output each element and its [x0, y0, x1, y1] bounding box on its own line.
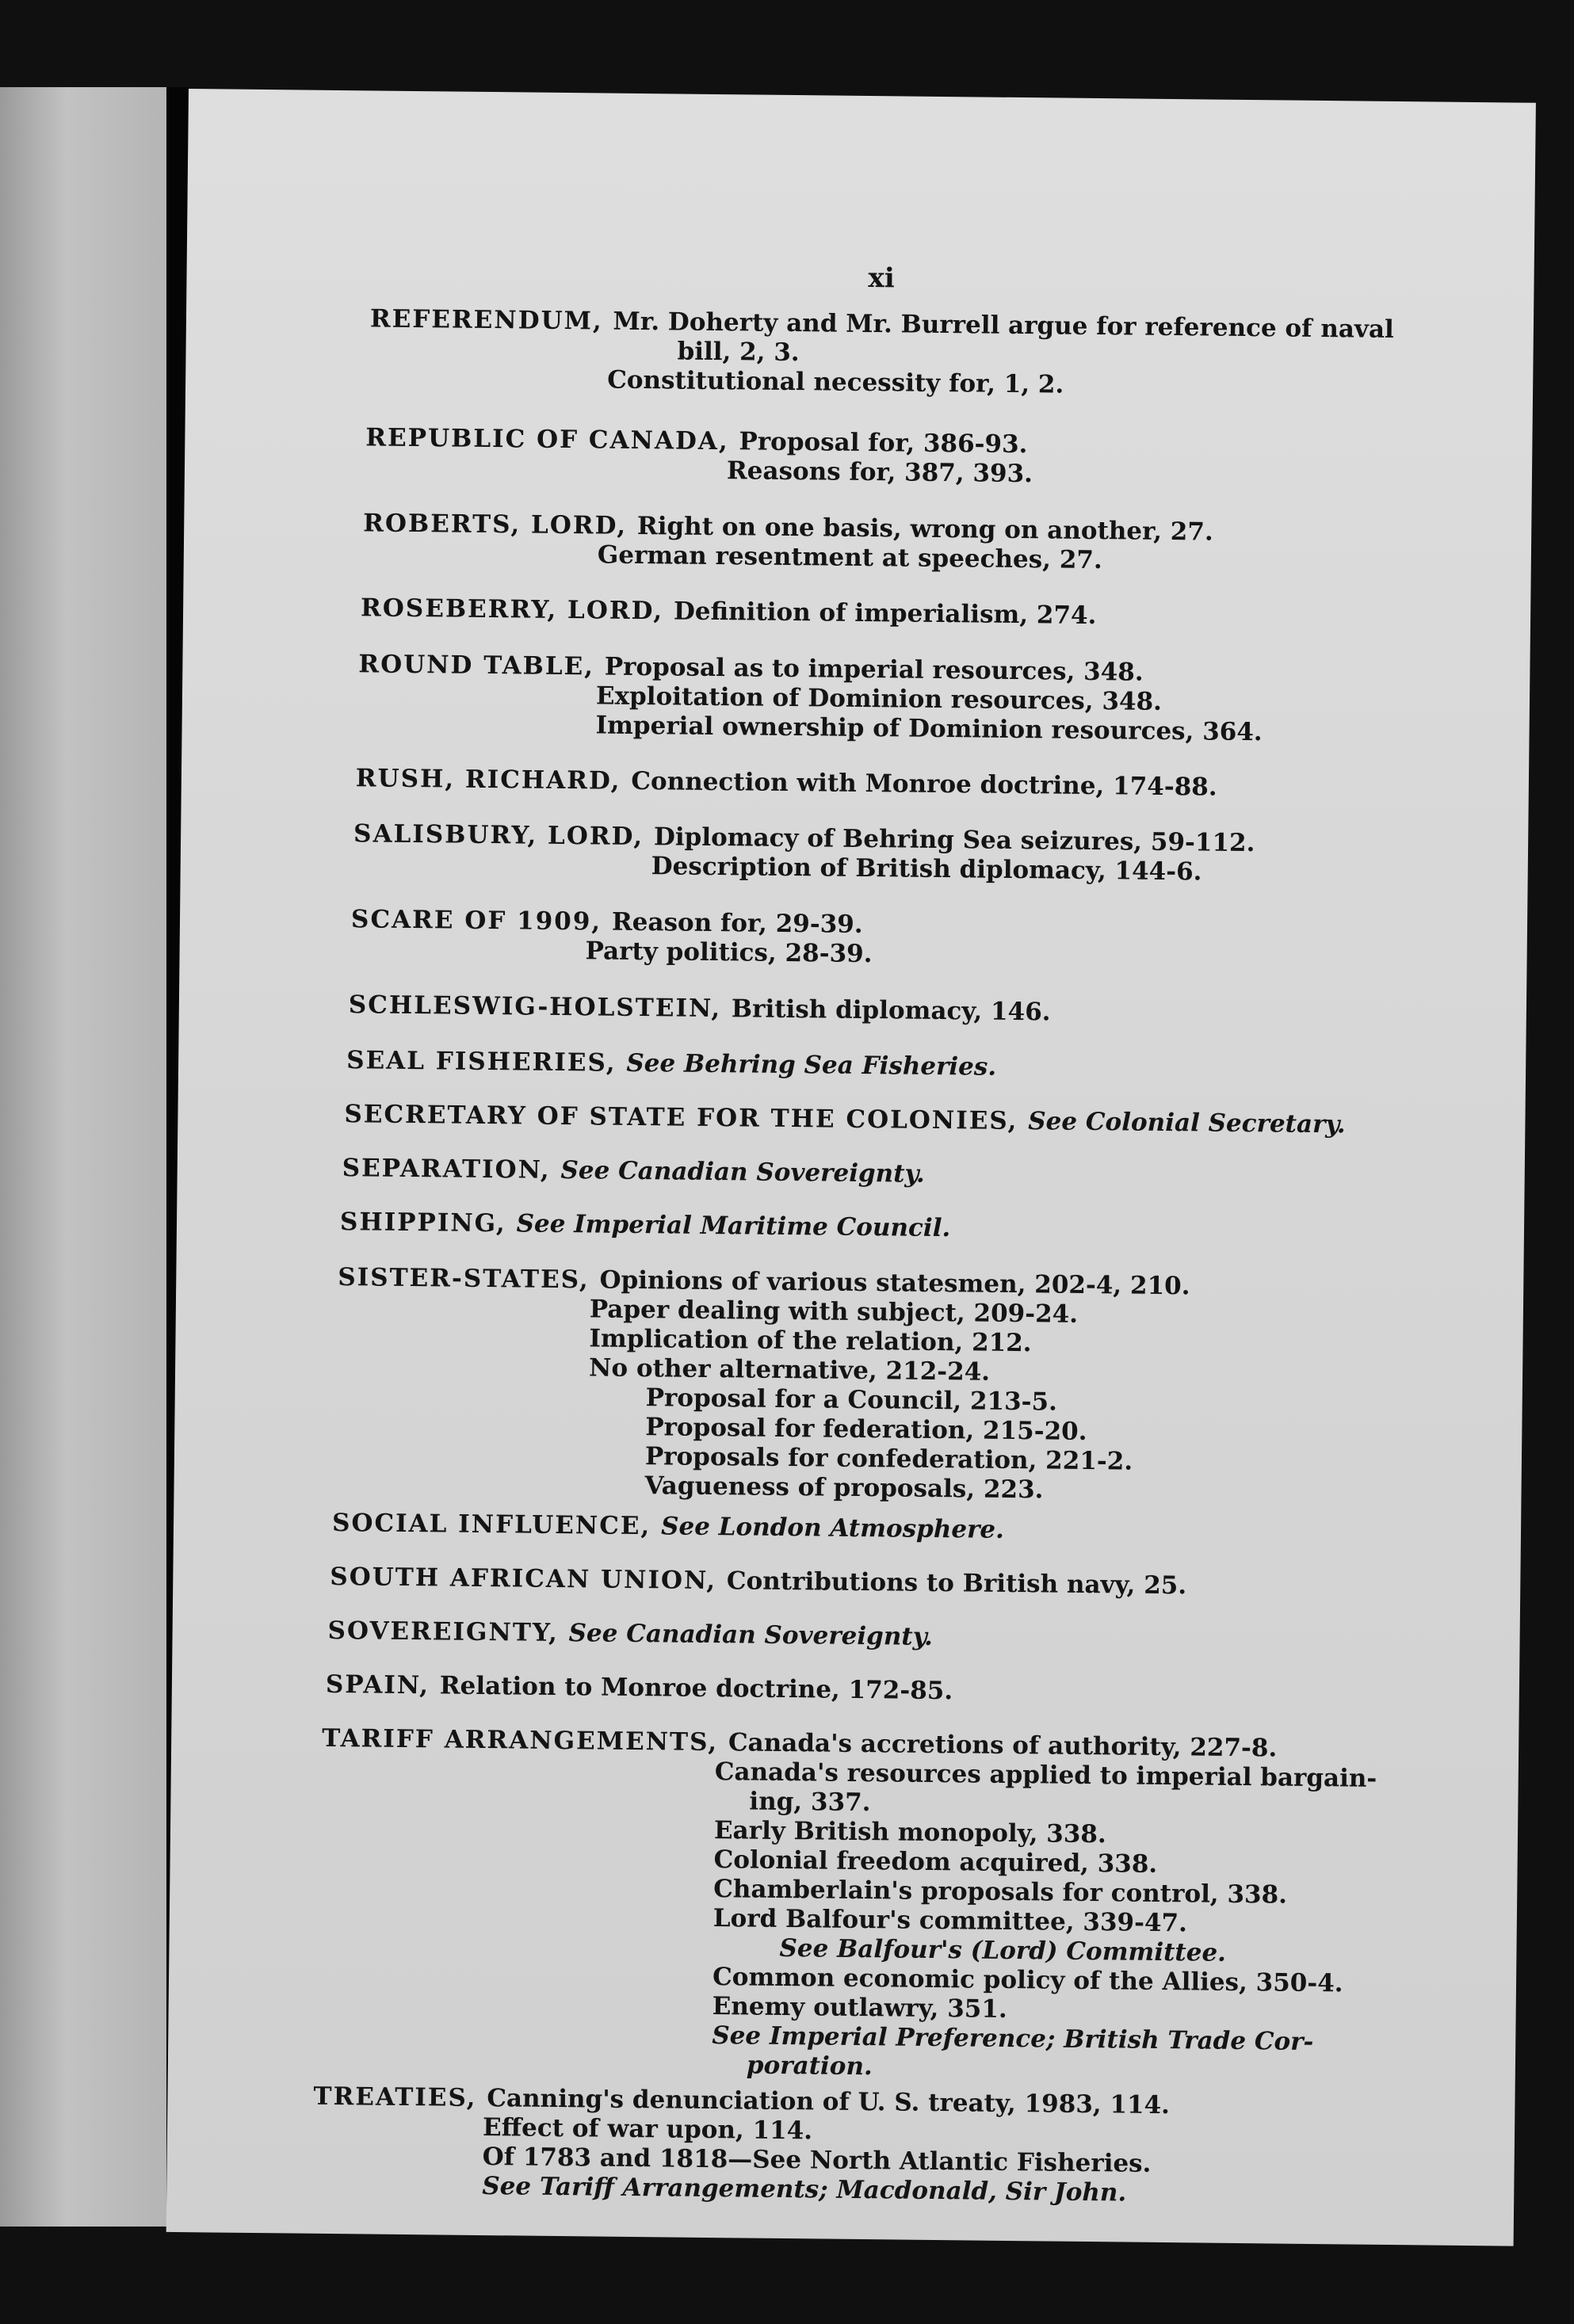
entry-roberts-lord [363, 509, 1574, 581]
entry-line: bill, 2, 3. [677, 337, 800, 368]
entry-line: ing, 337. [749, 1787, 871, 1818]
entry-heading: RUSH, RICHARD, [355, 764, 632, 796]
entry-line: See Imperial Maritime Council. [516, 1209, 951, 1243]
entry-line: Canada's accretions of authority, 227-8. [728, 1728, 1278, 1763]
entry-line: German resentment at speeches, 27. [597, 540, 1102, 575]
entry-line: Mr. Doherty and Mr. Burrell argue for reference of naval [613, 307, 1394, 344]
entry-heading: SPAIN, [325, 1670, 441, 1700]
entry-heading: SHIPPING, [339, 1208, 517, 1238]
entry-heading: ROBERTS, LORD, [363, 509, 638, 540]
entry-line: Of 1783 and 1818—See North Atlantic Fisheries. [482, 2143, 1152, 2178]
entry-line: No other alternative, 212-24. [588, 1353, 991, 1387]
entry-line: Canning's denunciation of U. S. treaty, 1983, 114. [487, 2084, 1171, 2120]
entry-heading: TARIFF ARRANGEMENTS, [322, 1723, 729, 1757]
entry-heading: TREATIES, [313, 2082, 487, 2113]
entry-salisbury-lord [353, 819, 1574, 891]
entry-line: Right on one basis, wrong on another, 27. [636, 511, 1213, 547]
entry-heading: SOCIAL INFLUENCE, [331, 1508, 662, 1541]
entry-line: Contributions to British navy, 25. [726, 1567, 1187, 1601]
entry-sovereignty [327, 1616, 1574, 1659]
entry-line: Implication of the relation, 212. [589, 1324, 1032, 1358]
entry-line: Definition of imperialism, 274. [673, 597, 1097, 631]
entry-heading: REFERENDUM, [369, 304, 613, 336]
entry-line: See Imperial Preference; British Trade Cor- [712, 2021, 1314, 2056]
page-number: xi [868, 261, 895, 295]
entry-line: Proposal for federation, 215-20. [645, 1413, 1087, 1446]
entry-line: See Colonial Secretary. [1028, 1107, 1346, 1139]
entry-line: Exploitation of Dominion resources, 348. [595, 681, 1163, 716]
entry-line: See Tariff Arrangements; Macdonald, Sir John. [482, 2172, 1127, 2208]
entry-rush-richard [356, 764, 1574, 807]
entry-line: See London Atmosphere. [660, 1512, 1005, 1544]
facing-page-edge [0, 87, 166, 2227]
entry-line: Relation to Monroe doctrine, 172-85. [439, 1671, 953, 1706]
entry-heading: ROUND TABLE, [358, 650, 606, 681]
entry-line: Enemy outlawry, 351. [712, 1992, 1007, 2024]
entry-separation [342, 1154, 1574, 1196]
entry-line: Party politics, 28-39. [585, 937, 873, 969]
entry-line: Paper dealing with subject, 209-24. [589, 1295, 1079, 1329]
entry-line: Colonial freedom acquired, 338. [713, 1845, 1158, 1879]
entry-heading: SCHLESWIG-HOLSTEIN, [348, 990, 732, 1024]
entry-line: See Balfour's (Lord) Committee. [779, 1933, 1227, 1967]
entry-heading: REPUBLIC OF CANADA, [365, 423, 739, 456]
entry-heading: SCARE OF 1909, [350, 905, 613, 937]
entry-line: Early British monopoly, 338. [713, 1816, 1106, 1849]
entry-line: Reason for, 29-39. [611, 907, 863, 939]
entry-south-african-union [330, 1563, 1574, 1605]
entry-heading: ROSEBERRY, LORD, [360, 593, 674, 626]
entry-line: British diplomacy, 146. [731, 994, 1051, 1027]
entry-line: Connection with Monroe doctrine, 174-88. [631, 766, 1217, 802]
index-page [166, 89, 1536, 2246]
entry-line: Vagueness of proposals, 223. [644, 1471, 1044, 1505]
entry-heading: SOVEREIGNTY, [327, 1616, 569, 1648]
entry-roseberry-lord [361, 593, 1574, 636]
entry-line: Opinions of various statesmen, 202-4, 210. [599, 1265, 1190, 1301]
entry-heading: SEPARATION, [342, 1154, 561, 1185]
entry-line: Proposal for, 386-93. [739, 427, 1028, 460]
entry-line: See Canadian Sovereignty. [560, 1155, 925, 1189]
entry-tariff-arrangements [319, 1724, 1574, 2089]
entry-shipping [340, 1208, 1574, 1250]
entry-treaties [312, 2082, 1574, 2213]
entry-heading: SECRETARY OF STATE FOR THE COLONIES, [344, 1100, 1029, 1136]
entry-line: Lord Balfour's committee, 339-47. [713, 1904, 1188, 1938]
entry-heading: SOUTH AFRICAN UNION, [330, 1562, 728, 1596]
entry-line: Constitutional necessity for, 1, 2. [606, 365, 1064, 399]
entry-line: Chamberlain's proposals for control, 338. [713, 1875, 1288, 1910]
entry-scare-of-1909 [350, 905, 1574, 977]
entry-line: Diplomacy of Behring Sea seizures, 59-112. [653, 822, 1255, 858]
entry-line: Description of British diplomacy, 144-6. [651, 852, 1202, 887]
entry-seal-fisheries [346, 1046, 1574, 1089]
entry-line: Reasons for, 387, 393. [726, 456, 1033, 489]
entry-round-table [357, 650, 1574, 751]
entry-line: poration. [746, 2051, 873, 2082]
entry-heading: SEAL FISHERIES, [346, 1046, 627, 1078]
entry-heading: SALISBURY, LORD, [353, 819, 655, 852]
entry-line: Effect of war upon, 114. [482, 2113, 813, 2146]
entry-referendum [369, 304, 1574, 406]
entry-line: Canada's resources applied to imperial bargain- [714, 1757, 1377, 1793]
entry-line: See Behring Sea Fisheries. [626, 1048, 997, 1082]
entry-line: Proposal for a Council, 213-5. [645, 1383, 1058, 1417]
entry-republic-of-canada [365, 423, 1574, 495]
entry-secretary-of-state [344, 1100, 1574, 1143]
entry-social-influence [332, 1509, 1574, 1551]
entry-line: See Canadian Sovereignty. [568, 1619, 934, 1651]
entry-heading: SISTER-STATES, [338, 1263, 600, 1295]
entry-line: Proposal as to imperial resources, 348. [604, 652, 1144, 687]
entry-line: Imperial ownership of Dominion resources, 364. [595, 711, 1263, 747]
entry-line: Common economic policy of the Allies, 350-4. [712, 1963, 1343, 1998]
entry-spain [326, 1670, 1574, 1713]
entry-line: Proposals for confederation, 221-2. [644, 1442, 1133, 1476]
entry-sister-states [335, 1263, 1574, 1511]
entry-schleswig-holstein [349, 990, 1574, 1033]
